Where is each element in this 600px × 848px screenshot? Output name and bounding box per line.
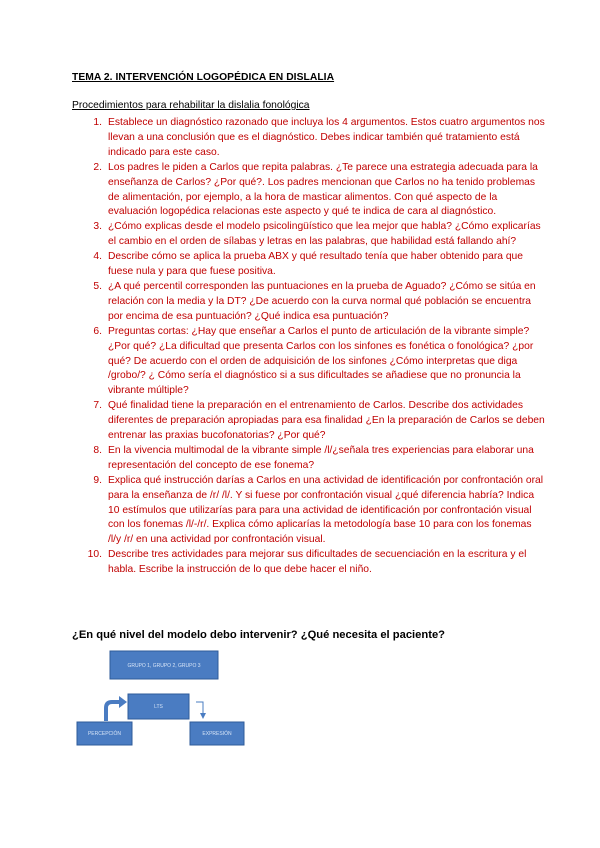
question-text: Describe cómo se aplica la prueba ABX y qué resultado tenía que haber obtenido para que fuese nula y para que fuese positiva. (108, 251, 524, 278)
diagram-arrowhead-right (200, 713, 206, 719)
question-heading: ¿En qué nivel del modelo debo intervenir? ¿Qué necesita el paciente? (72, 629, 446, 641)
question-number: 8. (93, 444, 102, 456)
question-text: Establece un diagnóstico razonado que incluya los 4 argumentos. Estos cuatro argumentos nos llevan a una conclusión que es el diagnóstico. Debes indicar también qué tratamiento está indicado para este caso. (108, 117, 545, 158)
question-text: Explica qué instrucción darías a Carlos en una actividad de identificación por confrontación oral para la enseñanza de /r/ /l/. Y si fuese por confrontación visual ¿qué diferencia habría? Indica 10 estímulos que utilizarías para para una actividad de identificación por confrontación visual con los fonemas /l/-/r/. Explica cómo aplicarías la metodología base 10 para con los fonemas /l/y /r/ en una actividad por confrontación visual. (108, 474, 544, 546)
question-number: 10. (87, 549, 102, 561)
question-text: Los padres le piden a Carlos que repita palabras. ¿Te parece una estrategia adecuada para la enseñanza de Carlos? ¿Por qué?. Los padres mencionan que Carlos no ha tenido problemas de alimentación, por ejemplo, a la hora de masticar alimentos. Con qué aspecto de la evaluación logopédica relacionas este aspecto y qué te indica de cara al diagnóstico. (108, 161, 538, 218)
question-number: 7. (93, 400, 102, 412)
question-number: 2. (93, 161, 102, 173)
diagram-label-left: PERCEPCIÓN (87, 731, 122, 737)
section-subtitle: Procedimientos para rehabilitar la dislalia fonológica (72, 100, 310, 111)
question-number: 4. (93, 251, 102, 263)
question-number: 1. (93, 117, 102, 128)
question-number: 9. (93, 474, 102, 486)
diagram-label-right: EXPRESIÓN (202, 731, 232, 737)
document-title: TEMA 2. INTERVENCIÓN LOGOPÉDICA EN DISLALIA (72, 72, 335, 83)
question-text: Describe tres actividades para mejorar sus dificultades de secuenciación en la escritura y el habla. Escribe la instrucción de lo que debe hacer el niño. (108, 549, 527, 576)
diagram-label-center: LTS (154, 704, 163, 710)
diagram-arrowhead-left (119, 696, 127, 708)
question-number: 6. (93, 325, 102, 337)
question-text: Preguntas cortas: ¿Hay que enseñar a Carlos el punto de articulación de la vibrante simple? ¿Por qué? ¿La dificultad que presenta Carlos con los sinfones es fonética o fonológica? ¿por qué? De acuerdo con el orden de adquisición de los sinfones ¿Cómo interpretas que diga /grobo/? ¿ Cómo sería el diagnóstico si a sus dificultades se añadiese que no pronuncia la vibrante múltiple? (108, 325, 534, 397)
diagram-arrow-left (106, 702, 120, 721)
question-text: Qué finalidad tiene la preparación en el entrenamiento de Carlos. Describe dos actividades diferentes de preparación apropiadas para esa finalidad ¿En la preparación de Carlos se deben entrenar las praxias bucofonatorias? ¿Por qué? (108, 400, 545, 442)
question-text: ¿A qué percentil corresponden las puntuaciones en la prueba de Aguado? ¿Cómo se sitúa en relación con la media y la DT? ¿De acuerdo con la curva normal qué población se encuentra por encima de esa puntuación? ¿Qué indica esa puntuación? (108, 280, 536, 322)
diagram-label-top: GRUPO 1, GRUPO 2, GRUPO 3 (127, 663, 201, 669)
question-text: En la vivencia multimodal de la vibrante simple /l/¿señala tres experiencias para elaborar una representación del concepto de ese fonema? (108, 444, 534, 471)
question-text: ¿Cómo explicas desde el modelo psicolingüístico que lea mejor que habla? ¿Cómo explicarías el cambio en el orden de sílabas y letras en las palabras, que habilidad está fallando ahí? (108, 221, 541, 248)
diagram-arrow-right (196, 702, 203, 714)
question-number: 3. (93, 221, 102, 233)
question-number: 5. (93, 280, 102, 292)
